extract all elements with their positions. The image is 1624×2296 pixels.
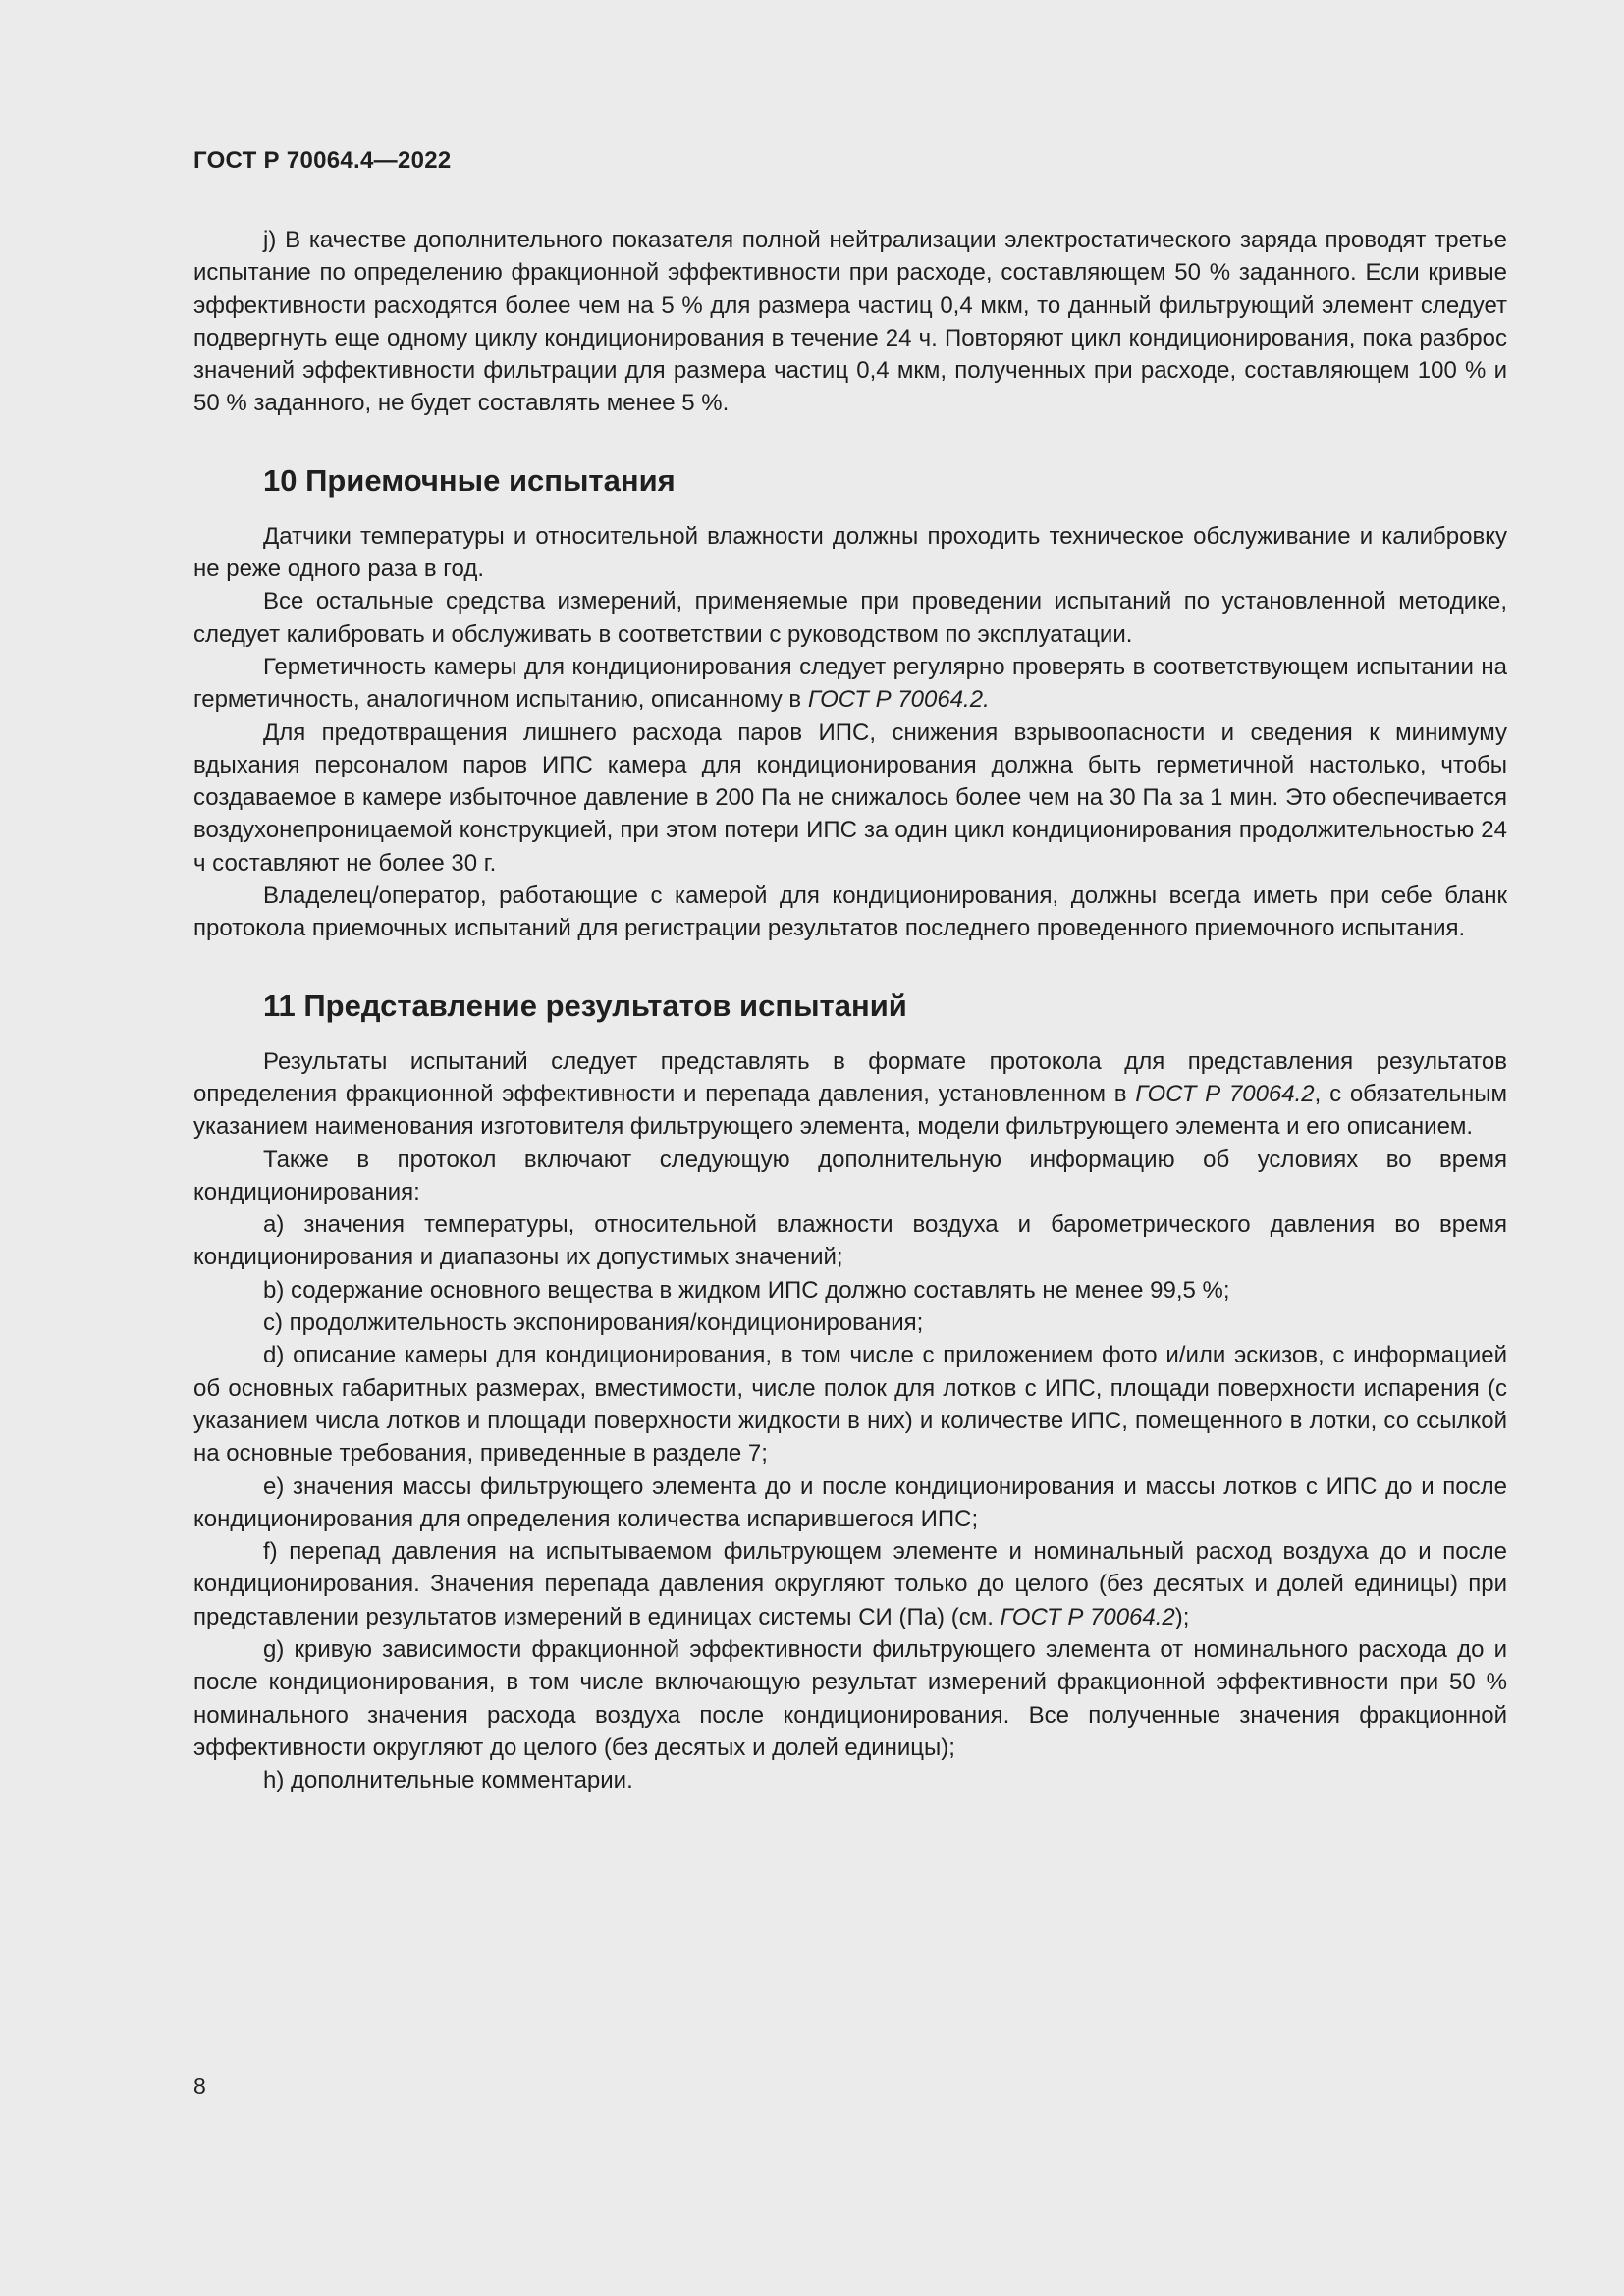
section-10-title: 10 Приемочные испытания (263, 462, 676, 498)
paragraph-text: Результаты испытаний следует представлять в формате протокола для представления результатов определения фракционной эффективности и перепада давления, установленном в (193, 1047, 1507, 1107)
section-11-paragraph-2: Также в протокол включают следующую дополнительную информацию об условиях во время кондиционирования: (193, 1146, 1507, 1205)
page-number: 8 (193, 2073, 206, 2099)
list-item-h: h) дополнительные комментарии. (263, 1767, 633, 1794)
list-item-f (193, 1535, 1507, 1633)
list-item-b: b) содержание основного вещества в жидком ИПС должно составлять не менее 99,5 %; (263, 1276, 1230, 1304)
document-body (193, 224, 1507, 1796)
list-item-c: c) продолжительность экспонирования/кондиционирования; (263, 1309, 924, 1337)
section-10-paragraph-1: Датчики температуры и относительной влажности должны проходить техническое обслуживание и калибровку не реже одного раза в год. (193, 522, 1507, 583)
paragraph-text: , с обязательным указанием наименования изготовителя фильтрующего элемента, модели фильтрующего элемента и его описанием. (193, 1080, 1507, 1141)
paragraph-text: f) перепад давления на испытываемом фильтрующем элементе и номинальный расход воздуха до и после кондиционирования. Значения перепада давления округляют только до целого (без десятых и долей единицы) при представлении результатов измерений в единицах системы СИ (Па) (см. (193, 1538, 1507, 1630)
section-10-paragraph-4: Для предотвращения лишнего расхода паров ИПС, снижения взрывоопасности и сведения к минимуму вдыхания персоналом паров ИПС камера для кондиционирования должна быть герметичной настолько, чтобы создаваемое в камере избыточное давление в 200 Па не снижалось более чем на 30 Па за 1 мин. Это обеспечивается воздухонепроницаемой конструкцией, при этом потери ИПС за один цикл кондиционирования продолжительностью 24 ч составляют не более 30 г. (193, 719, 1507, 877)
section-11-paragraph-1 (193, 1045, 1507, 1144)
paragraph-text: ); (1174, 1603, 1190, 1630)
list-item-d: d) описание камеры для кондиционирования, в том числе с приложением фото и/или эскизов, с информацией об основных габаритных размерах, вместимости, числе полок для лотков с ИПС, площади поверхности испарения (с указанием числа лотков и площади поверхности жидкости в них) и количестве ИПС, помещенного в лотки, со ссылкой на основные требования, приведенные в разделе 7; (193, 1342, 1507, 1468)
standard-reference: ГОСТ Р 70064.2. (807, 686, 990, 714)
section-10-paragraph-2: Все остальные средства измерений, применяемые при проведении испытаний по установленной методике, следует калибровать и обслуживать в соответствии с руководством по эксплуатации. (193, 588, 1507, 648)
list-item-a: a) значения температуры, относительной влажности воздуха и барометрического давления во время кондиционирования и диапазоны их допустимых значений; (193, 1211, 1507, 1271)
section-10-paragraph-5: Владелец/оператор, работающие с камерой для кондиционирования, должны всегда иметь при себе бланк протокола приемочных испытаний для регистрации результатов последнего проведенного приемочного испытания. (193, 882, 1507, 942)
section-10-paragraph-3 (193, 651, 1507, 717)
paragraph-item-j: j) В качестве дополнительного показателя полной нейтрализации электростатического заряда проводят третье испытание по определению фракционной эффективности при расходе, составляющем 50 % заданного. Если кривые эффективности расходятся более чем на 5 % для размера частиц 0,4 мкм, то данный фильтрующий элемент следует подвергнуть еще одному циклу кондиционирования в течение 24 ч. Повторяют цикл кондиционирования, пока разброс значений эффективности фильтрации для размера частиц 0,4 мкм, полученных при расходе, составляющем 100 % и 50 % заданного, не будет составлять менее 5 %. (193, 227, 1507, 417)
section-11-title: 11 Представление результатов испытаний (263, 988, 907, 1023)
standard-reference: ГОСТ Р 70064.2 (1000, 1603, 1175, 1630)
document-code-header: ГОСТ Р 70064.4—2022 (193, 147, 452, 174)
list-item-e: e) значения массы фильтрующего элемента до и после кондиционирования и массы лотков с ИПС до и после кондиционирования для определения количества испарившегося ИПС; (193, 1472, 1507, 1532)
standard-reference: ГОСТ Р 70064.2 (1135, 1080, 1315, 1107)
list-item-g: g) кривую зависимости фракционной эффективности фильтрующего элемента от номинального расхода до и после кондиционирования, в том числе включающую результат измерений фракционной эффективности при 50 % номинального значения расхода воздуха после кондиционирования. Все полученные значения фракционной эффективности округляют до целого (без десятых и долей единицы); (193, 1635, 1507, 1761)
paragraph-text: Герметичность камеры для кондиционирования следует регулярно проверять в соответствующем испытании на герметичность, аналогичном испытанию, описанному в (193, 653, 1507, 714)
